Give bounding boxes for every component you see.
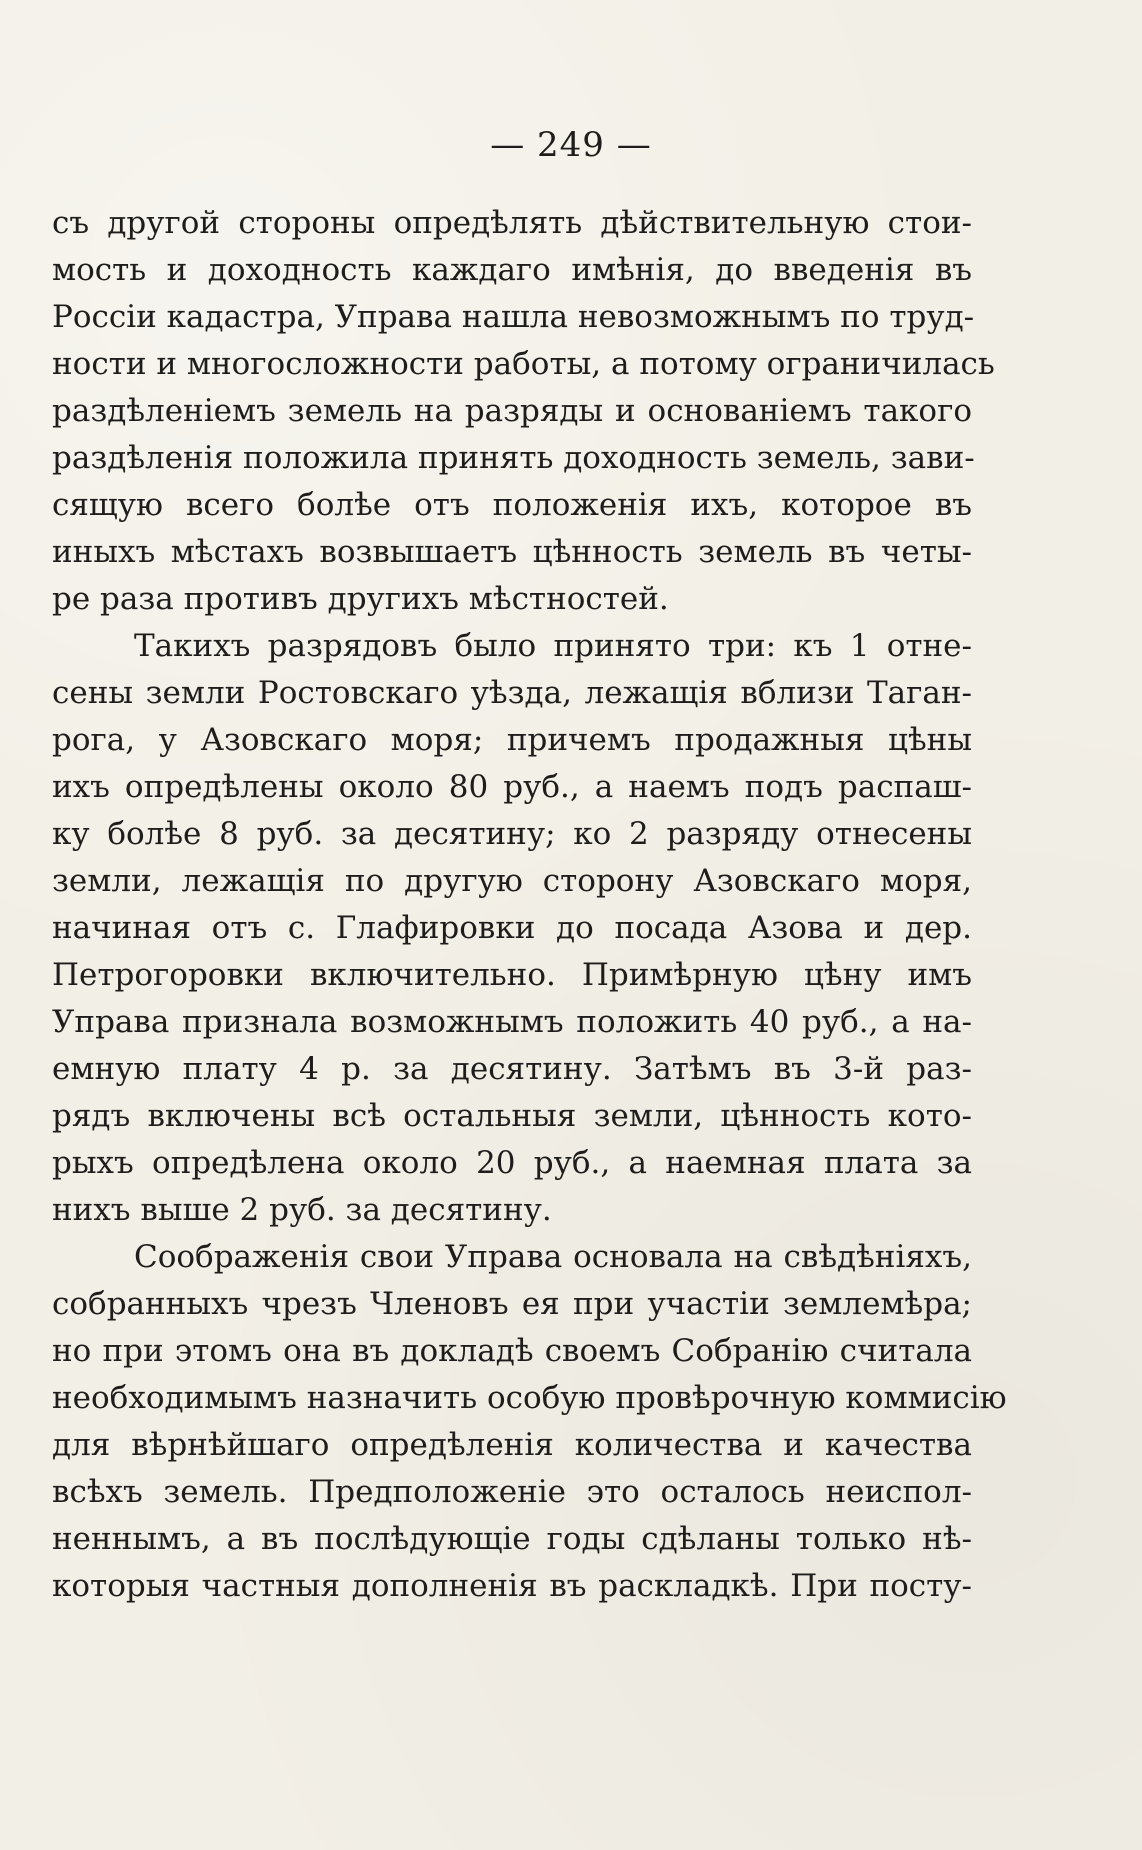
text-line: ку болѣе 8 руб. за десятину; ко 2 разряду отнесены [52,816,972,852]
text-line: Управа признала возможнымъ положить 40 руб., а на- [52,1004,972,1040]
text-line: иныхъ мѣстахъ возвышаетъ цѣнность земель въ четы- [52,534,972,570]
page-number: — 249 — [490,125,652,165]
text-line: Россіи кадастра, Управа нашла невозможнымъ по труд- [52,299,975,335]
text-line: Петрогоровки включительно. Примѣрную цѣну имъ [52,957,972,993]
text-line: Такихъ разрядовъ было принято три: къ 1 отне- [134,628,972,664]
paragraph-1 [52,200,995,623]
text-line: ре раза противъ другихъ мѣстностей. [52,581,669,617]
text-line: сящую всего болѣе отъ положенія ихъ, которое въ [52,487,972,523]
text-line: необходимымъ назначить особую провѣрочную коммисію [52,1380,1007,1416]
text-line: рыхъ опредѣлена около 20 руб., а наемная плата за [52,1145,972,1181]
text-line: раздѣленія положила принять доходность земель, зави- [52,440,975,476]
text-line: земли, лежащія по другую сторону Азовскаго моря, [52,863,972,899]
text-line: начиная отъ с. Глафировки до посада Азова и дер. [52,910,972,946]
paragraph-2 [52,623,972,1234]
text-line: всѣхъ земель. Предположеніе это осталось неиспол- [52,1474,972,1510]
text-line: рога, у Азовскаго моря; причемъ продажныя цѣны [52,722,972,758]
text-line: которыя частныя дополненія въ раскладкѣ. При посту- [52,1568,972,1604]
page-text [52,200,1007,1610]
text-line: ности и многосложности работы, а потому ограничилась [52,346,995,382]
text-line: мость и доходность каждаго имѣнія, до введенія въ [52,252,972,288]
text-line: сены земли Ростовскаго уѣзда, лежащія вблизи Таган- [52,675,972,711]
text-line: нихъ выше 2 руб. за десятину. [52,1192,552,1228]
text-line: емную плату 4 р. за десятину. Затѣмъ въ 3-й раз- [52,1051,972,1087]
text-line: но при этомъ она въ докладѣ своемъ Собранію считала [52,1333,972,1369]
paragraph-3 [52,1234,1007,1610]
text-line: раздѣленіемъ земель на разряды и основаніемъ такого [52,393,972,429]
text-line: неннымъ, а въ послѣдующіе годы сдѣланы только нѣ- [52,1521,972,1557]
text-line: Соображенія свои Управа основала на свѣдѣніяхъ, [134,1239,972,1275]
text-line: для вѣрнѣйшаго опредѣленія количества и качества [52,1427,972,1463]
text-line: съ другой стороны опредѣлять дѣйствительную стои- [52,205,972,241]
text-line: рядъ включены всѣ остальныя земли, цѣнность кото- [52,1098,972,1134]
text-line: собранныхъ чрезъ Членовъ ея при участіи землемѣра; [52,1286,972,1322]
text-line: ихъ опредѣлены около 80 руб., а наемъ подъ распаш- [52,769,972,805]
